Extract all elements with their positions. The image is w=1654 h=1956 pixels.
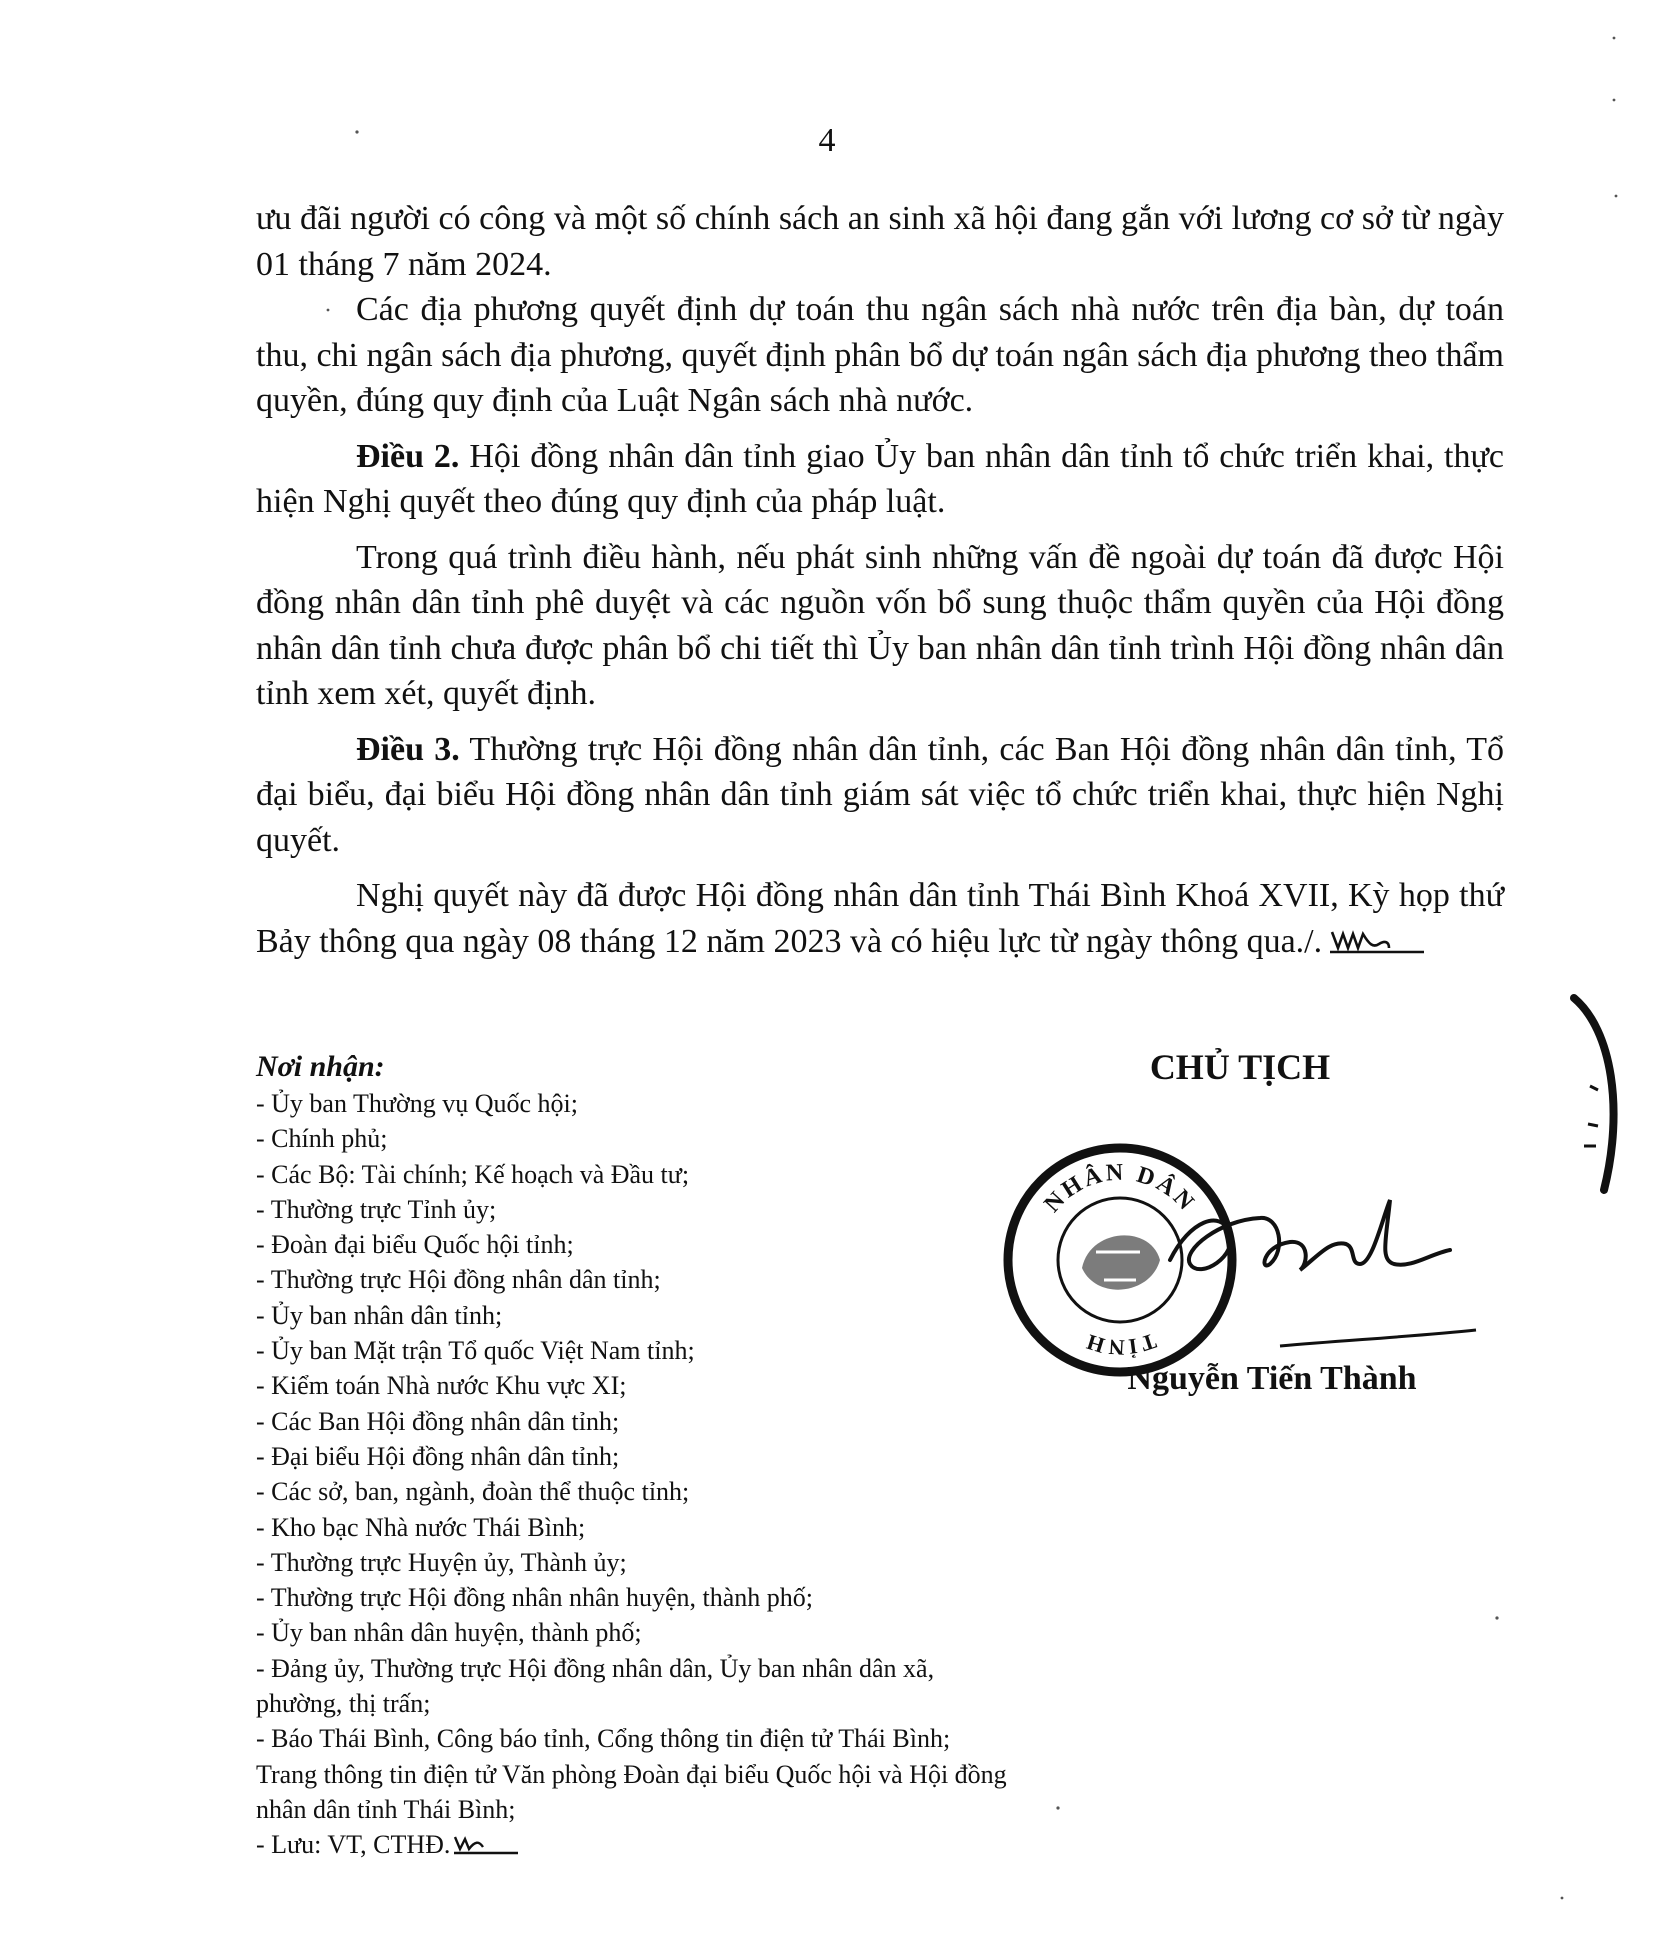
- paragraph-local-budget: Các địa phương quyết định dự toán thu ngân sách nhà nước trên địa bàn, dự toán thu, chi ngân sách địa phương, quyết định phân bổ dự toán ngân sách địa phương theo thẩm quyền, đúng quy định của Luật Ngân sách nhà nước.: [256, 291, 1504, 419]
- paragraph-operation: Trong quá trình điều hành, nếu phát sinh những vấn đề ngoài dự toán đã được Hội đồng nhân dân tỉnh phê duyệt và các nguồn vốn bổ sung thuộc thẩm quyền của Hội đồng nhân dân tỉnh chưa được phân bổ chi tiết thì Ủy ban nhân dân tỉnh trình Hội đồng nhân dân tỉnh xem xét, quyết định.: [256, 538, 1504, 712]
- effect-text: Nghị quyết này đã được Hội đồng nhân dân tỉnh Thái Bình Khoá XVII, Kỳ họp thứ Bảy thông qua ngày 08 tháng 12 năm 2023 và có hiệu lực từ ngày thông qua./.: [256, 877, 1504, 960]
- recipient-item: - Các Ban Hội đồng nhân dân tỉnh;: [256, 1406, 620, 1436]
- recipients-heading: Nơi nhận:: [256, 1050, 385, 1083]
- recipient-item: - Thường trực Hội đồng nhân dân tỉnh;: [256, 1265, 661, 1295]
- signer-name: Nguyễn Tiến Thành: [1127, 1360, 1417, 1397]
- article-3-label: Điều 3.: [356, 730, 460, 768]
- recipient-item: - Ủy ban nhân dân huyện, thành phố;: [256, 1618, 642, 1648]
- recipient-item: - Thường trực Tỉnh ủy;: [256, 1194, 497, 1224]
- recipient-item: - Đại biểu Hội đồng nhân dân tỉnh;: [256, 1441, 620, 1471]
- seal-top-text: NHÂN DÂN: [1039, 1159, 1201, 1218]
- recipient-item: - Báo Thái Bình, Công báo tỉnh, Cổng thông tin điện tử Thái Bình; Trang thông tin điện tử Văn phòng Đoàn đại biểu Quốc hội và Hội đồng nhân dân tỉnh Thái Bình;: [256, 1724, 1007, 1824]
- article-2-label: Điều 2.: [356, 437, 460, 475]
- recipient-item: - Ủy ban Thường vụ Quốc hội;: [256, 1089, 578, 1118]
- recipient-item: - Đảng ủy, Thường trực Hội đồng nhân dân, Ủy ban nhân dân xã, phường, thị trấn;: [256, 1653, 935, 1719]
- recipient-item: - Thường trực Huyện ủy, Thành ủy;: [256, 1547, 627, 1577]
- signature-title: CHỦ TỊCH: [1149, 1047, 1331, 1087]
- article-2-text: Hội đồng nhân dân tỉnh giao Ủy ban nhân dân tỉnh tổ chức triển khai, thực hiện Nghị quyết theo đúng quy định của pháp luật.: [256, 437, 1504, 520]
- recipient-item: - Các Bộ: Tài chính; Kế hoạch và Đầu tư;: [256, 1159, 690, 1189]
- recipient-item: - Thường trực Hội đồng nhân nhân huyện, thành phố;: [256, 1583, 814, 1613]
- recipient-item-text: - Lưu: VT, CTHĐ.: [256, 1830, 451, 1860]
- recipient-item: - Kho bạc Nhà nước Thái Bình;: [256, 1512, 586, 1542]
- page-number: 4: [818, 122, 836, 159]
- paragraph-continued: ưu đãi người có công và một số chính sách an sinh xã hội đang gắn với lương cơ sở từ ngày 01 tháng 7 năm 2024.: [256, 200, 1504, 283]
- recipient-item: - Chính phủ;: [256, 1124, 388, 1154]
- recipient-item: - Ủy ban Mặt trận Tổ quốc Việt Nam tỉnh;: [256, 1336, 695, 1366]
- seal-bottom-text: TỈNH: [1080, 1328, 1160, 1361]
- recipient-item: - Kiểm toán Nhà nước Khu vực XI;: [256, 1371, 627, 1401]
- article-3-text: Thường trực Hội đồng nhân dân tỉnh, các Ban Hội đồng nhân dân tỉnh, Tổ đại biểu, đại biểu Hội đồng nhân dân tỉnh giám sát việc tổ chức triển khai, thực hiện Nghị quyết.: [256, 730, 1505, 859]
- recipient-item: - Các sở, ban, ngành, đoàn thể thuộc tỉnh;: [256, 1477, 690, 1507]
- recipient-item: - Đoàn đại biểu Quốc hội tỉnh;: [256, 1230, 574, 1260]
- recipient-item: - Ủy ban nhân dân tỉnh;: [256, 1300, 503, 1330]
